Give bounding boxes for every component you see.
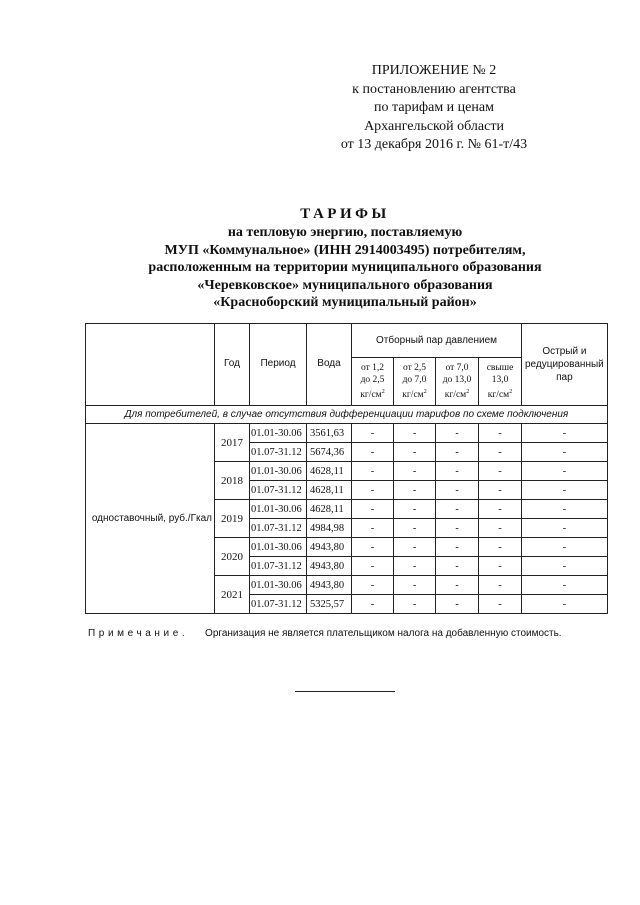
water-tariff-cell: 4943,80 [307,557,352,576]
empty-tariff-cell: - [436,500,479,519]
empty-tariff-cell: - [436,443,479,462]
pressure-1-unit: $кг/см^2$ [360,388,385,401]
water-tariff-cell: 4943,80 [307,538,352,557]
year-cell: 2019 [215,500,250,538]
period-cell: 01.01-30.06 [250,576,307,595]
title-line-3: расположенным на территории муниципального образования [148,260,542,276]
empty-tariff-cell: - [479,443,522,462]
appendix-date-number: от 13 декабря 2016 г. № 61-т/43 [340,137,528,152]
empty-tariff-cell: - [522,500,608,519]
footnote [88,628,608,639]
period-cell: 01.07-31.12 [250,443,307,462]
year-cell: 2018 [215,462,250,500]
empty-tariff-cell: - [394,424,436,443]
empty-tariff-cell: - [394,443,436,462]
closing-rule [295,691,395,692]
header-water: Вода [307,324,352,406]
pressure-1-to: до 2,5 [360,374,385,385]
tariff-table [85,323,608,614]
period-cell: 01.07-31.12 [250,519,307,538]
empty-tariff-cell: - [352,595,394,614]
empty-tariff-cell: - [352,481,394,500]
empty-tariff-cell: - [479,557,522,576]
empty-tariff-cell: - [522,424,608,443]
water-tariff-cell: 4628,11 [307,481,352,500]
title-line-4: «Черевковское» муниципального образования [197,277,493,293]
empty-tariff-cell: - [352,519,394,538]
empty-tariff-cell: - [436,424,479,443]
water-tariff-cell: 5325,57 [307,595,352,614]
empty-tariff-cell: - [394,519,436,538]
empty-tariff-cell: - [394,500,436,519]
header-selected-steam: Отборный пар давлением [352,324,522,358]
pressure-1-from: от 1,2 [360,362,385,373]
empty-tariff-cell: - [436,557,479,576]
appendix-header [300,62,568,155]
period-cell: 01.01-30.06 [250,462,307,481]
empty-tariff-cell: - [436,519,479,538]
empty-tariff-cell: - [479,519,522,538]
table-row [86,424,608,443]
empty-tariff-cell: - [394,557,436,576]
appendix-number: ПРИЛОЖЕНИЕ № 2 [371,63,497,78]
empty-tariff-cell: - [479,576,522,595]
pressure-2-unit: $кг/см^2$ [402,388,427,401]
header-pressure-2 [394,358,436,406]
header-pressure-3 [436,358,479,406]
appendix-line-3: по тарифам и ценам [374,100,494,115]
rate-type-label: одноставочный, руб./Гкал [86,424,215,614]
period-cell: 01.01-30.06 [250,424,307,443]
empty-tariff-cell: - [436,595,479,614]
empty-tariff-cell: - [522,595,608,614]
water-tariff-cell: 4943,80 [307,576,352,595]
empty-tariff-cell: - [436,462,479,481]
empty-tariff-cell: - [479,424,522,443]
period-cell: 01.07-31.12 [250,481,307,500]
empty-tariff-cell: - [352,424,394,443]
header-pressure-4 [479,358,522,406]
empty-tariff-cell: - [522,519,608,538]
period-cell: 01.01-30.06 [250,538,307,557]
empty-tariff-cell: - [479,595,522,614]
empty-tariff-cell: - [479,500,522,519]
empty-tariff-cell: - [436,481,479,500]
empty-tariff-cell: - [352,500,394,519]
appendix-line-4: Архангельской области [364,118,504,134]
note-label: Примечание. [88,628,189,639]
pressure-4-unit: $кг/см^2$ [487,388,513,401]
note-text: Организация не является плательщиком налога на добавленную стоимость. [205,628,562,639]
water-tariff-cell: 4984,98 [307,519,352,538]
empty-tariff-cell: - [352,443,394,462]
empty-tariff-cell: - [479,462,522,481]
year-cell: 2017 [215,424,250,462]
year-cell: 2020 [215,538,250,576]
pressure-4-to: 13,0 [491,374,509,385]
title-line-2: МУП «Коммунальное» (ИНН 2914003495) потребителям, [164,242,526,258]
empty-tariff-cell: - [522,462,608,481]
period-cell: 01.01-30.06 [250,500,307,519]
water-tariff-cell: 4628,11 [307,462,352,481]
appendix-line-2: к постановлению агентства [352,81,516,97]
empty-tariff-cell: - [394,481,436,500]
empty-tariff-cell: - [394,576,436,595]
header-empty-cell [86,324,215,406]
pressure-2-to: до 7,0 [402,374,427,385]
header-period: Период [250,324,307,406]
no-differentiation-notice: Для потребителей, в случае отсутствия дифференциации тарифов по схеме подключения [86,406,608,424]
empty-tariff-cell: - [522,443,608,462]
title-line-1: на тепловую энергию, поставляемую [227,225,463,240]
pressure-2-from: от 2,5 [402,362,427,373]
water-tariff-cell: 3561,63 [307,424,352,443]
pressure-3-from: от 7,0 [445,362,469,373]
empty-tariff-cell: - [352,462,394,481]
header-year: Год [215,324,250,406]
empty-tariff-cell: - [352,538,394,557]
empty-tariff-cell: - [352,576,394,595]
pressure-4-from: свыше [486,362,514,373]
empty-tariff-cell: - [522,481,608,500]
title-line-5: «Красноборский муниципальный район» [213,295,477,311]
empty-tariff-cell: - [352,557,394,576]
empty-tariff-cell: - [479,481,522,500]
document-title [80,204,610,312]
empty-tariff-cell: - [436,576,479,595]
pressure-3-to: до 13,0 [442,374,472,385]
empty-tariff-cell: - [394,595,436,614]
empty-tariff-cell: - [522,538,608,557]
empty-tariff-cell: - [436,538,479,557]
water-tariff-cell: 4628,11 [307,500,352,519]
empty-tariff-cell: - [394,462,436,481]
empty-tariff-cell: - [522,576,608,595]
header-sharp-steam: Острый и редуцированный пар [522,324,608,406]
empty-tariff-cell: - [479,538,522,557]
empty-tariff-cell: - [394,538,436,557]
pressure-3-unit: $кг/см^2$ [444,388,470,401]
period-cell: 01.07-31.12 [250,595,307,614]
main-title: ТАРИФЫ [300,206,390,222]
header-pressure-1 [352,358,394,406]
empty-tariff-cell: - [522,557,608,576]
year-cell: 2021 [215,576,250,614]
water-tariff-cell: 5674,36 [307,443,352,462]
period-cell: 01.07-31.12 [250,557,307,576]
